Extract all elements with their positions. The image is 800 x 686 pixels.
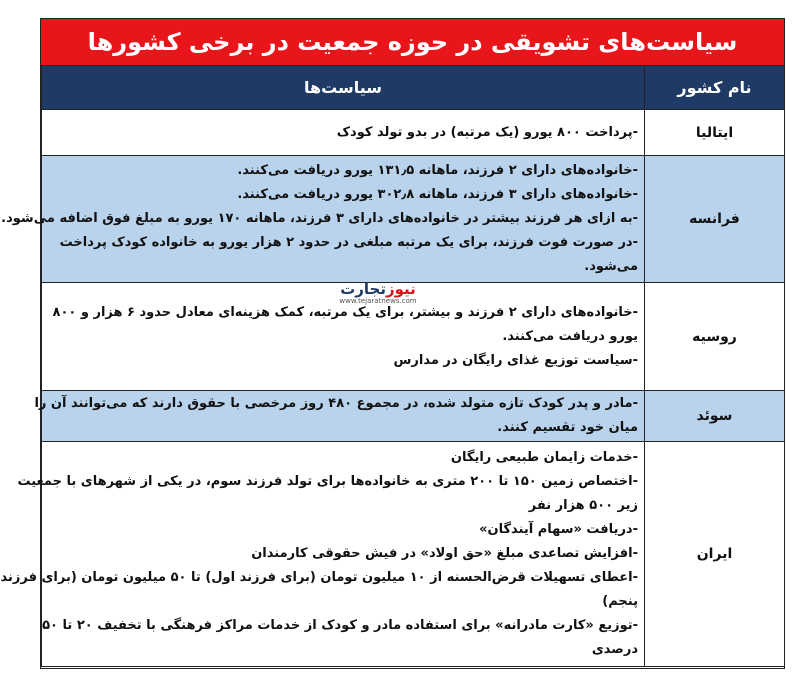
country-cell: ایتالیا bbox=[645, 110, 785, 156]
policy-line: -خانواده‌های دارای ۳ فرزند، ماهانه ۳۰۲٫۸ یورو دریافت می‌کنند. bbox=[237, 187, 638, 202]
policy-line: -اختصاص زمین ۱۵۰ تا ۲۰۰ متری به خانواده‌ها برای تولد فرزند سوم، در یکی از شهرهای با جمعیت bbox=[17, 474, 638, 489]
table-row bbox=[42, 156, 785, 283]
policies-table bbox=[0, 65, 785, 667]
table-row bbox=[42, 442, 785, 667]
policy-line: -به ازای هر فرزند بیشتر در خانواده‌های دارای ۳ فرزند، ماهانه ۱۷۰ یورو به مبلغ فوق اضافه می‌شود. bbox=[1, 211, 638, 226]
watermark-site: www.tejaratnews.com bbox=[339, 297, 417, 305]
policies-cell bbox=[1, 156, 645, 283]
policy-line: پنجم) bbox=[602, 594, 638, 609]
country-cell: ایران bbox=[645, 442, 785, 667]
policy-line: یورو دریافت می‌کنند. bbox=[502, 328, 638, 344]
policy-line: -اعطای تسهیلات قرض‌الحسنه از ۱۰ میلیون تومان (برای فرزند اول) تا ۵۰ میلیون تومان (برای فرزند bbox=[0, 570, 638, 585]
policy-line: -در صورت فوت فرزند، برای یک مرتبه مبلغی در حدود ۲ هزار یورو به خانواده کودک پرداخت bbox=[59, 235, 638, 250]
header-row bbox=[42, 66, 785, 110]
country-cell: سوئد bbox=[645, 391, 785, 442]
policy-line: میان خود تقسیم کنند. bbox=[497, 420, 638, 435]
policy-line: -پرداخت ۸۰۰ یورو (یک مرتبه) در بدو تولد کودک bbox=[336, 124, 638, 140]
policy-line: -دریافت «سهام آیندگان» bbox=[479, 522, 638, 537]
policy-line: زیر ۵۰۰ هزار نفر bbox=[528, 498, 638, 513]
policies-cell bbox=[34, 391, 645, 442]
policies-cell bbox=[0, 442, 645, 667]
header-policies: سیاست‌ها bbox=[42, 66, 645, 110]
table-row bbox=[42, 110, 785, 156]
policy-line: -خانواده‌های دارای ۲ فرزند، ماهانه ۱۳۱٫۵ یورو دریافت می‌کنند. bbox=[237, 163, 638, 178]
policy-line: -مادر و پدر کودک تازه متولد شده، در مجموع ۴۸۰ روز مرخصی با حقوق دارند که می‌توانند آن را bbox=[34, 396, 638, 411]
tejaratnews-watermark bbox=[335, 281, 421, 309]
policy-line: می‌شود. bbox=[584, 259, 638, 274]
watermark-logo: نیوزتجارت bbox=[340, 280, 416, 298]
policy-line: -افزایش تصاعدی مبلغ «حق اولاد» در فیش حقوقی کارمندان bbox=[251, 546, 638, 561]
country-cell: روسیه bbox=[645, 283, 785, 391]
header-country: نام کشور bbox=[645, 66, 785, 110]
policy-line: -توزیع «کارت مادرانه» برای استفاده مادر و کودک از خدمات مراکز فرهنگی با تخفیف ۲۰ تا ۵۰ bbox=[42, 618, 638, 633]
policies-table-frame bbox=[0, 18, 785, 669]
policy-line: -خانواده‌های دارای ۲ فرزند و بیشتر، برای یک مرتبه، کمک هزینه‌ای معادل حدود ۶ هزار و ۸۰۰ bbox=[52, 304, 638, 320]
policy-line: -خدمات زایمان طبیعی رایگان bbox=[450, 450, 638, 465]
country-cell: فرانسه bbox=[645, 156, 785, 283]
policy-line: درصدی bbox=[591, 642, 638, 657]
table-row bbox=[42, 391, 785, 442]
policy-line: -سیاست توزیع غذای رایگان در مدارس bbox=[393, 352, 638, 368]
policies-cell bbox=[42, 110, 645, 156]
table-title: سیاست‌های تشویقی در حوزه جمعیت در برخی کشورها bbox=[41, 19, 784, 66]
